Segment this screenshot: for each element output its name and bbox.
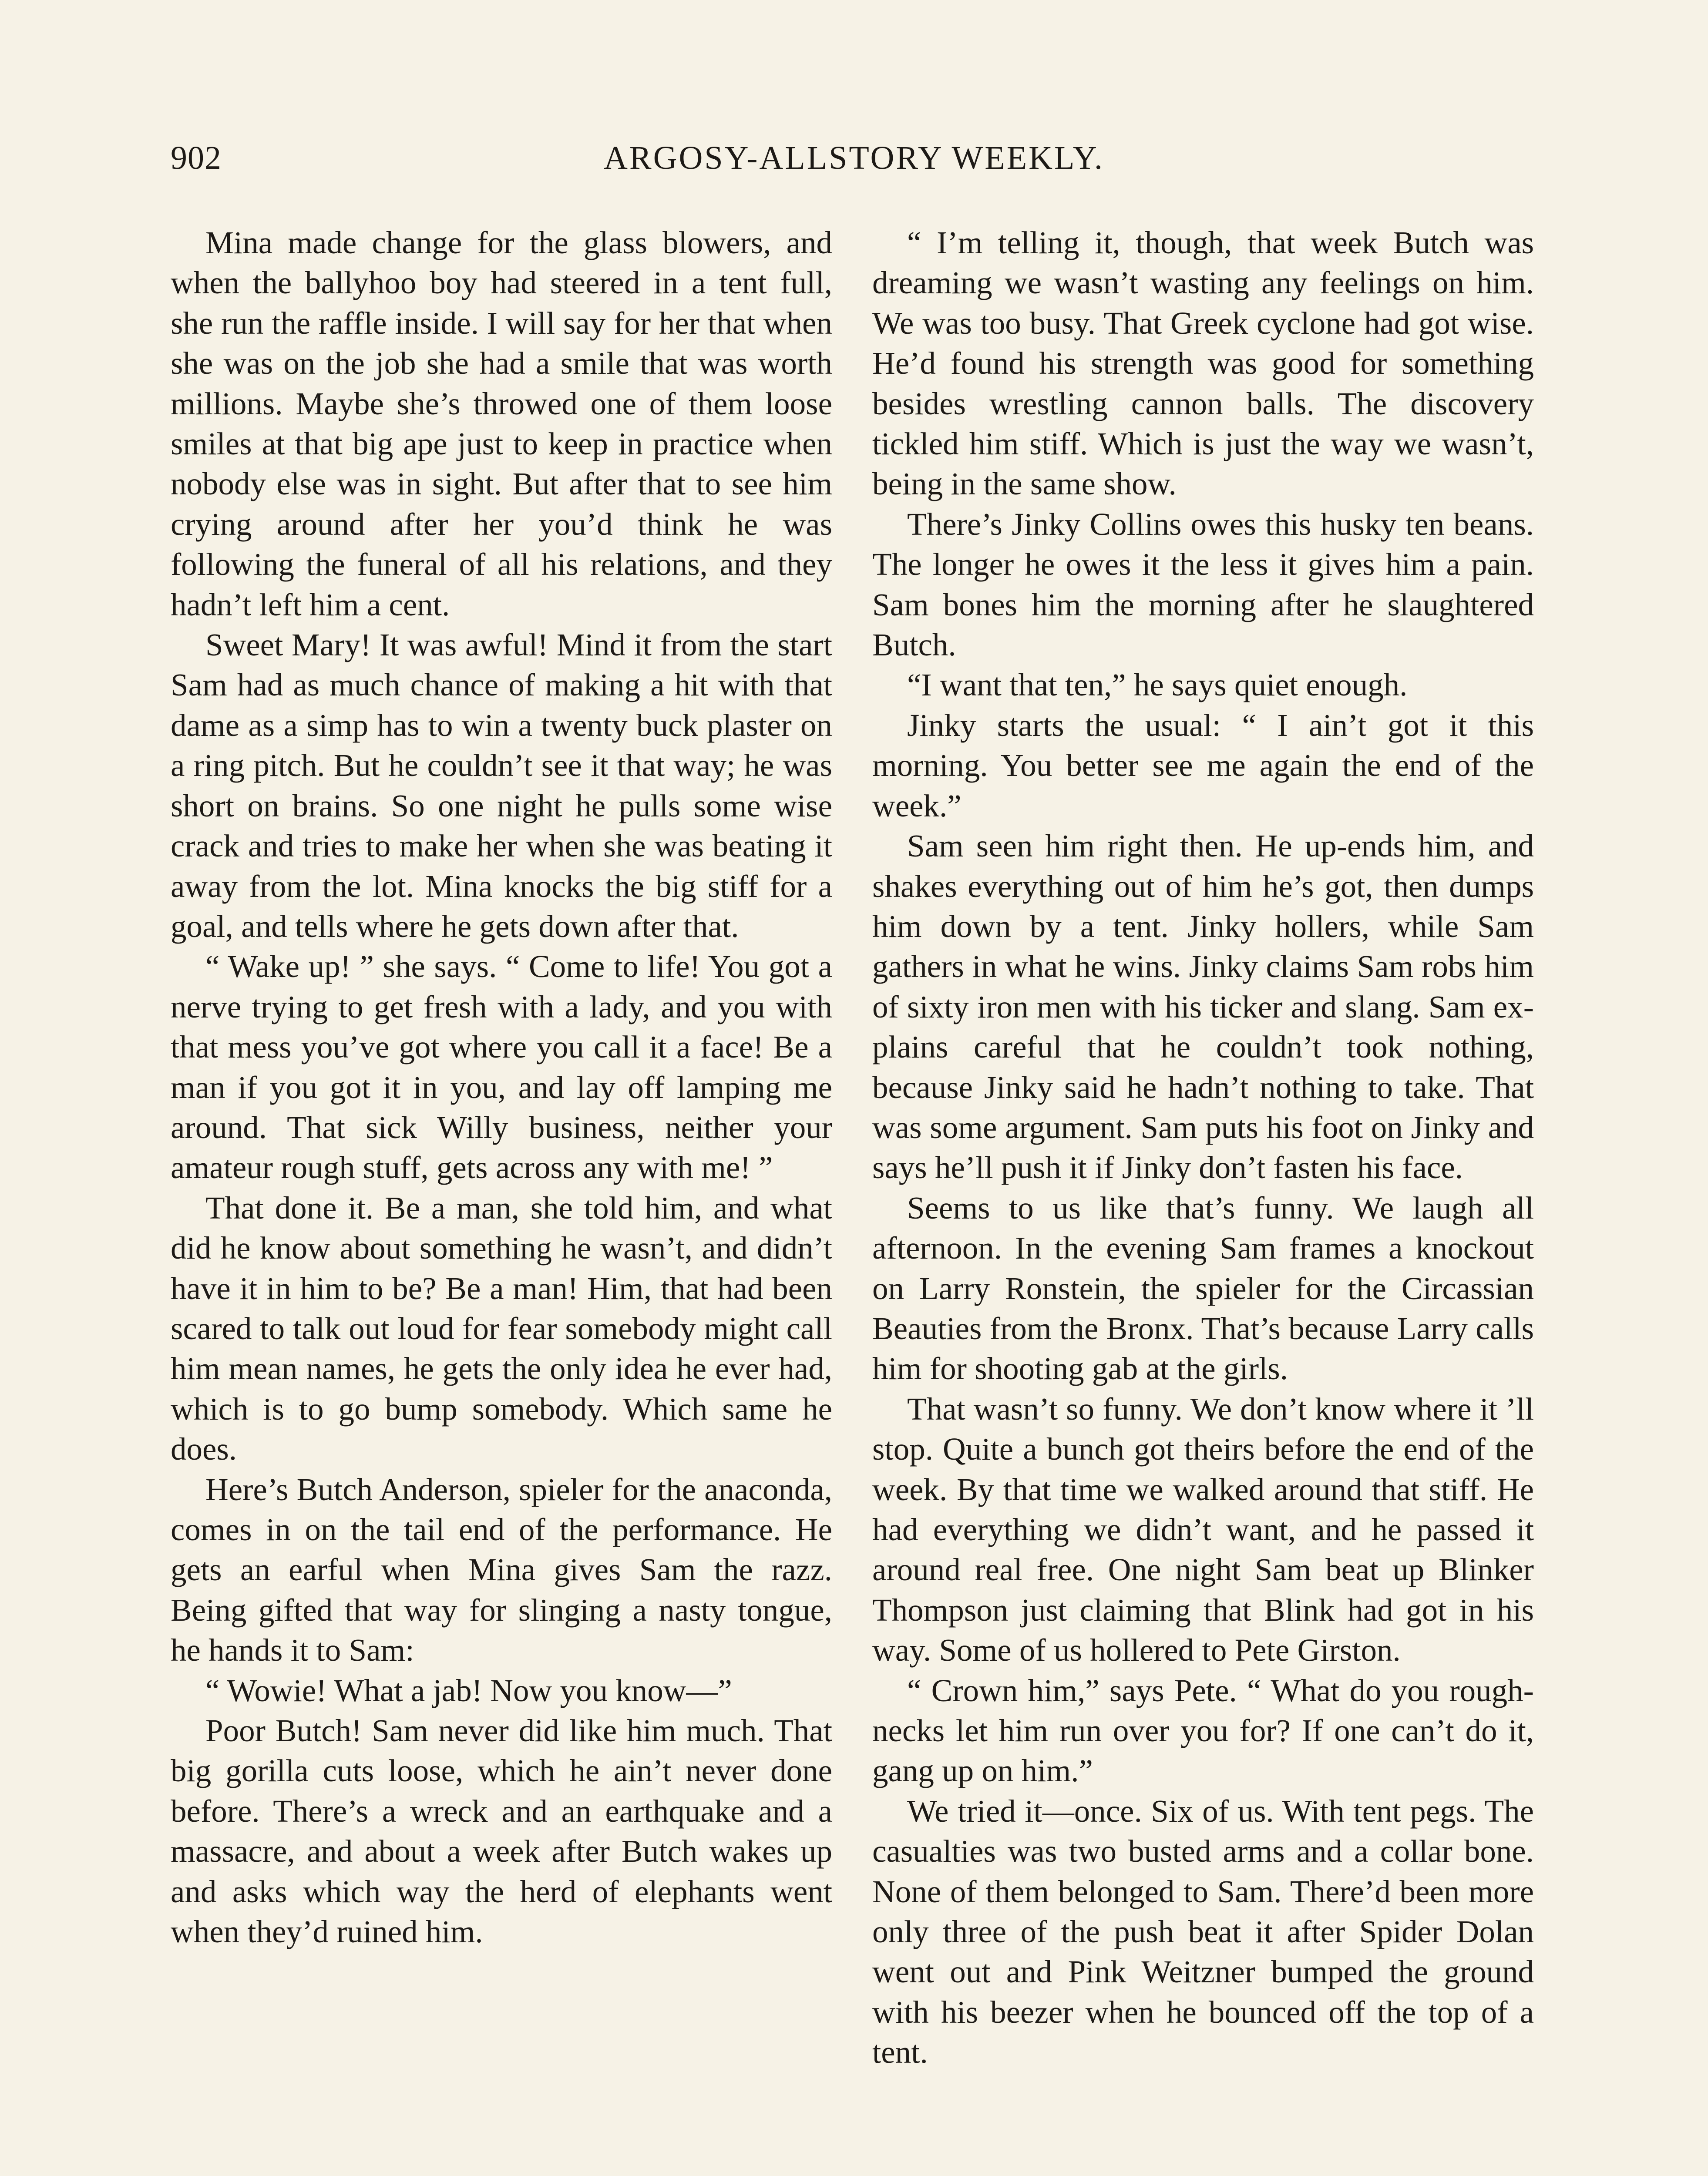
paragraph: We tried it—once. Six of us. With tent pegs. The casualties was two busted arms and a collar bone. None of them belonged to Sam. There’d been more only three of the push beat it after Spider Dolan went out and Pink Weitzner bumped the ground with his beezer when he bounced off the top of a tent.: [872, 1793, 1534, 2070]
running-head: ARGOSY-ALLSTORY WEEKLY.: [604, 140, 1104, 176]
paragraph: Mina made change for the glass blowers, and when the ballyhoo boy had steered in a tent full, she run the raffle inside. I will say for her that when she was on the job she had a smile that was worth millions. Maybe she’s throwed one of them loose smiles at that big ape just to keep in practice when nobody else was in sight. But after that to see him crying around after her you’d think he was following the funeral of all his relations, and they hadn’t left him a cent.: [171, 225, 832, 622]
paragraph: “ I’m telling it, though, that week Butch was dreaming we wasn’t wasting any feelings on him. We was too busy. That Greek cyclone had got wise. He’d found his strength was good for something besides wrestling cannon balls. The discovery tickled him stiff. Which is just the way we wasn’t, being in the same show.: [872, 225, 1534, 502]
paragraph: Seems to us like that’s funny. We laugh all afternoon. In the evening Sam frames a knockout on Larry Ronstein, the spieler for the Circassian Beauties from the Bronx. That’s because Larry calls him for shooting gab at the girls.: [872, 1190, 1534, 1387]
paragraph: Here’s Butch Anderson, spieler for the anaconda, comes in on the tail end of the performance. He gets an earful when Mina gives Sam the razz. Being gifted that way for slinging a nasty tongue, he hands it to Sam:: [171, 1471, 832, 1668]
paragraph: Jinky starts the usual: “ I ain’t got it this morning. You better see me again the end of the week.”: [872, 707, 1534, 823]
paragraph: There’s Jinky Collins owes this husky ten beans. The longer he owes it the less it gives him a pain. Sam bones him the morning after he slaughtered Butch.: [872, 506, 1534, 663]
paragraph: Sam seen him right then. He up-ends him, and shakes everything out of him he’s got, then dumps him down by a tent. Jinky hollers, while Sam gathers in what he wins. Jinky claims Sam robs him of sixty iron men with his ticker and slang. Sam explains careful that he couldn’t took nothing, because Jinky said he hadn’t nothing to take. That was some argument. Sam puts his foot on Jinky and says he’ll push it if Jinky don’t fasten his face.: [872, 828, 1534, 1185]
paragraph: That done it. Be a man, she told him, and what did he know about something he wasn’t, and didn’t have it in him to be? Be a man! Him, that had been scared to talk out loud for fear somebody might call him mean names, he gets the only idea he ever had, which is to go bump somebody. Which same he does.: [171, 1190, 832, 1467]
paragraph: Sweet Mary! It was awful! Mind it from the start Sam had as much chance of making a hit with that dame as a simp has to win a twenty buck plaster on a ring pitch. But he couldn’t see it that way; he was short on brains. So one night he pulls some wise crack and tries to make her when she was beating it away from the lot. Mina knocks the big stiff for a goal, and tells where he gets down after that.: [171, 627, 832, 944]
page-number: 902: [171, 140, 222, 176]
paragraph: “ Wake up! ” she says. “ Come to life! You got a nerve trying to get fresh with a lady, and you with that mess you’ve got where you call it a face! Be a man if you got it in you, and lay off lamping me around. That sick Willy business, neither your amateur rough stuff, gets across any with me! ”: [171, 949, 832, 1185]
paragraph: “I want that ten,” he says quiet enough.: [907, 667, 1408, 703]
paragraph: “ Wowie! What a jab! Now you know—”: [205, 1672, 732, 1708]
right-column: [872, 223, 1534, 2073]
left-column: [171, 223, 832, 1952]
page-header: [171, 139, 1537, 191]
paragraph: That wasn’t so funny. We don’t know where it ’ll stop. Quite a bunch got theirs before the end of the week. By that time we walked around that stiff. He had everything we didn’t want, and he passed it around real free. One night Sam beat up Blinker Thompson just claiming that Blink had got in his way. Some of us hollered to Pete Girston.: [872, 1391, 1534, 1668]
paragraph: “ Crown him,” says Pete. “ What do you rough-necks let him run over you for? If one can’t do it, gang up on him.”: [872, 1672, 1534, 1789]
paragraph: Poor Butch! Sam never did like him much. That big gorilla cuts loose, which he ain’t never done before. There’s a wreck and an earthquake and a massacre, and about a week after Butch wakes up and asks which way the herd of elephants went when they’d ruined him.: [171, 1713, 832, 1950]
